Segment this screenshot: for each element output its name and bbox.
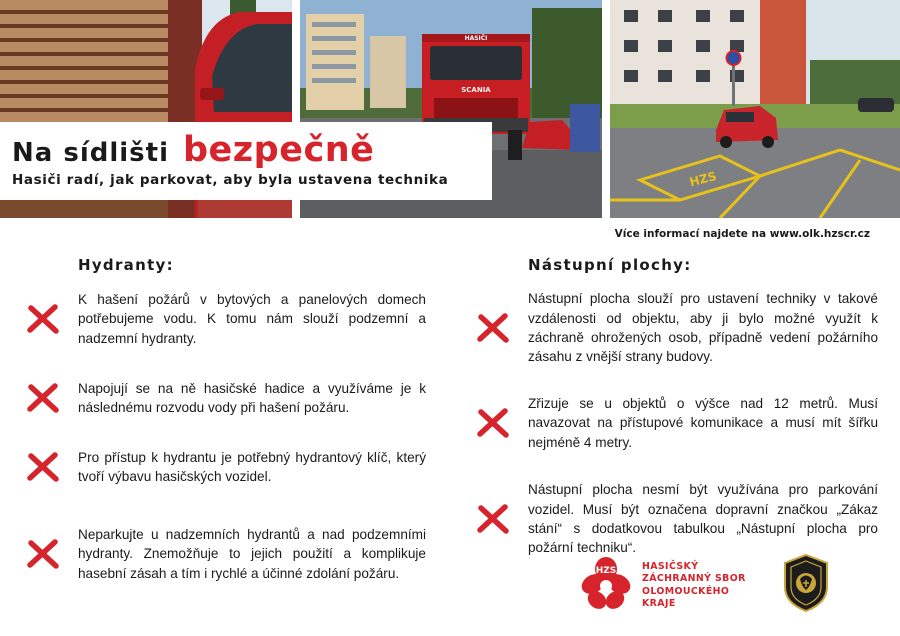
red-x-icon <box>26 537 60 571</box>
red-x-icon <box>26 302 60 336</box>
red-x-icon <box>26 450 60 484</box>
item-text: K hašení požárů v bytových a panelových domech potřebujeme vodu. K tomu nám slouží podzemní a nadzemní hydranty. <box>78 291 426 346</box>
page-title <box>12 130 492 170</box>
org-name <box>642 561 782 611</box>
item-text: Napojují se na ně hasičské hadice a využíváme je k následnému rozvodu vody při hašení požáru. <box>78 380 426 415</box>
road-marking-text: HZS <box>688 169 719 190</box>
org-name-line: HASIČSKÝ <box>642 561 699 572</box>
org-name-line: OLOMOUCKÉHO <box>642 585 730 597</box>
hzs-logo-letters: HZS <box>595 566 617 576</box>
red-x-icon <box>476 406 510 440</box>
photo-access-area <box>610 0 900 218</box>
title-card <box>0 122 492 200</box>
item-text: Neparkujte u nadzemních hydrantů a nad podzemními hydranty. Znemožňuje to jejich použití a komplikuje hasební zásah a tím i rychlé a účinné zdolání požáru. <box>78 526 426 581</box>
truck-label: HASIČI <box>464 35 488 42</box>
list-item <box>26 446 426 488</box>
list-item <box>476 393 878 453</box>
section-heading: Hydranty: <box>78 256 174 274</box>
item-text: Pro přístup k hydrantu je potřebný hydrantový klíč, který tvoří výbavu hasičských vozidel. <box>78 449 426 484</box>
list-item <box>26 288 426 350</box>
section-hydrants <box>26 256 426 594</box>
hzs-logo-icon <box>580 556 632 610</box>
list-item <box>26 514 426 594</box>
list-item <box>476 479 878 559</box>
truck-brand: SCANIA <box>461 86 491 94</box>
item-text: Zřizuje se u objektů o výšce nad 12 metrů. Musí navazovat na přístupové komunikace a musí mít šířku nejméně 4 metry. <box>528 395 878 450</box>
org-name-line: KRAJE <box>642 598 676 610</box>
red-x-icon <box>476 311 510 345</box>
title-accent: bezpečně <box>183 130 375 170</box>
page-subtitle: Hasiči radí, jak parkovat, aby byla ustavena technika <box>12 172 449 188</box>
title-plain: Na sídlišti <box>12 138 169 168</box>
fire-rescue-crest-icon <box>783 553 829 613</box>
red-x-icon <box>26 381 60 415</box>
red-x-icon <box>476 502 510 536</box>
section-access-areas <box>476 256 878 559</box>
more-info-link[interactable]: Více informací najdete na www.olk.hzscr.cz <box>614 228 870 240</box>
list-item <box>476 288 878 368</box>
item-text: Nástupní plocha slouží pro ustavení techniky v takové vzdálenosti od objektu, aby ji bylo možné využít k záchraně ohrožených osob, případně vedení požárního zásahu z vnější strany budovy. <box>528 291 878 365</box>
item-text: Nástupní plocha nesmí být využívána pro parkování vozidel. Musí být označena dopravní značkou „Zákaz stání“ s dodatkovou tabulkou „Nástupní plocha pro požární techniku“. <box>528 482 878 556</box>
org-name-line: ZÁCHRANNÝ SBOR <box>642 573 746 585</box>
section-heading: Nástupní plochy: <box>528 256 692 274</box>
list-item <box>26 377 426 419</box>
